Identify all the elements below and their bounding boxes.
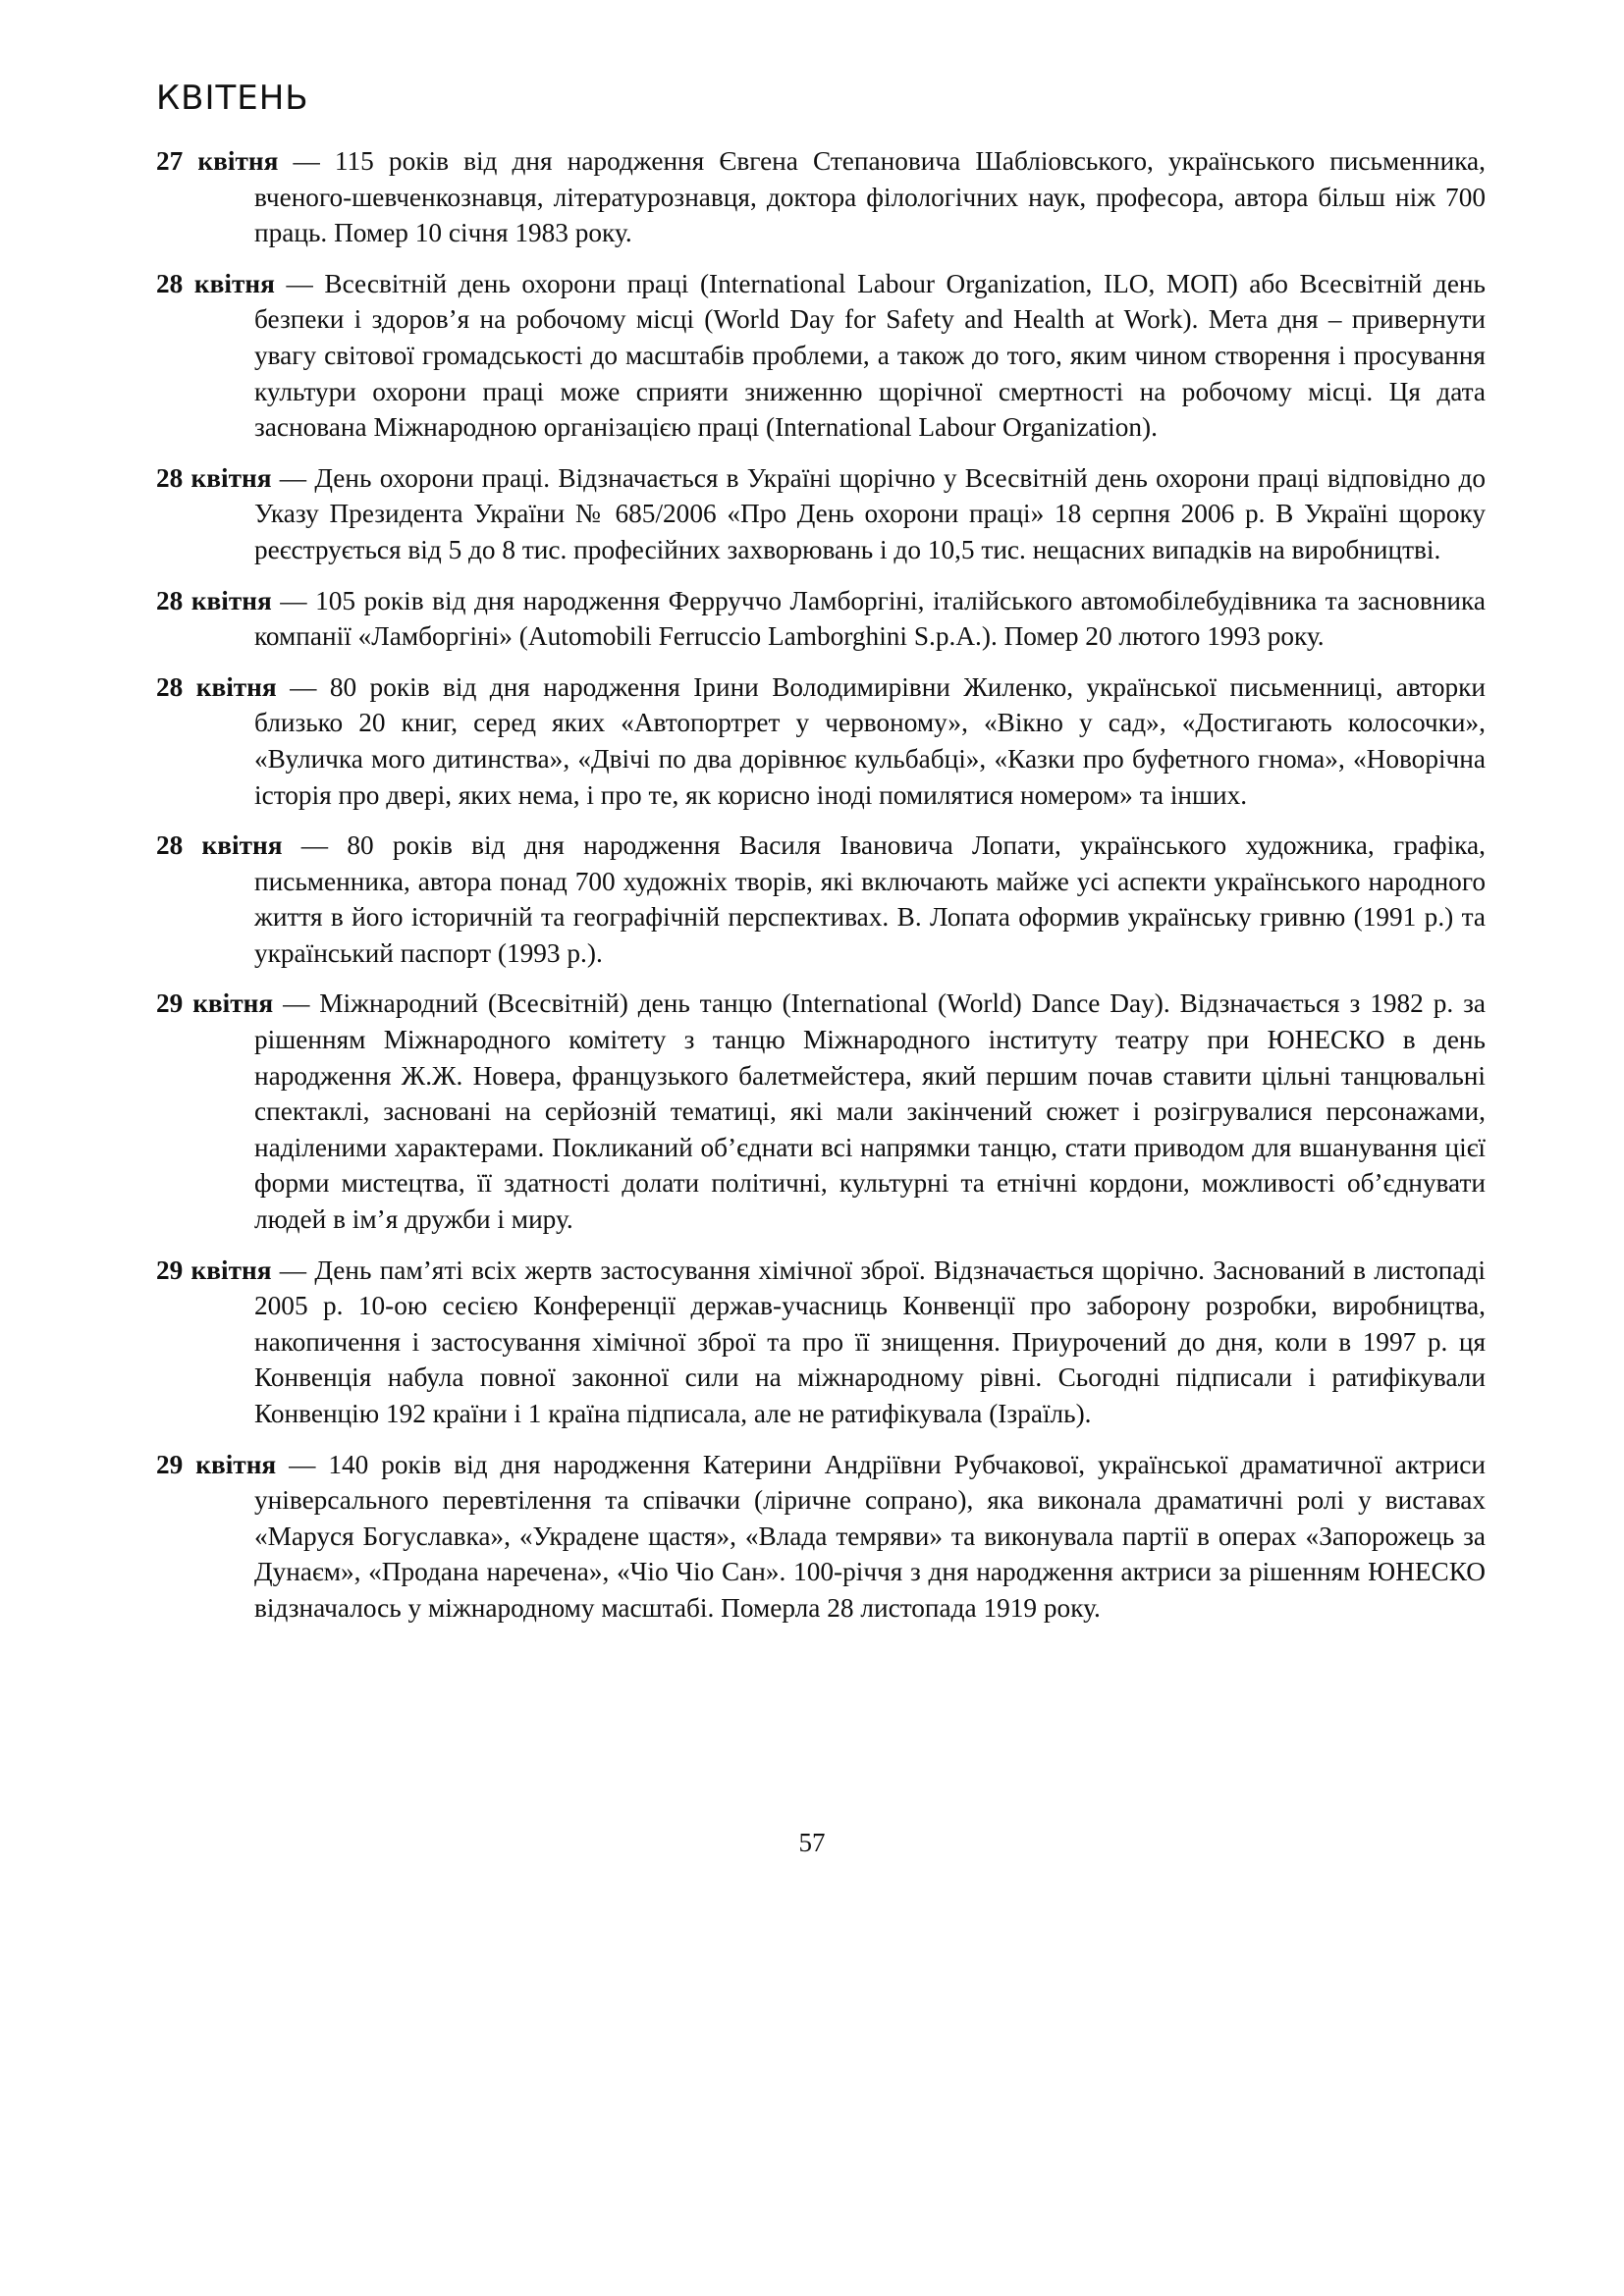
entry-text: — Всесвітній день охорони праці (International Labour Organization, ILO, МОП) або Всесвітній день безпеки і здоров’я на робочому місці (World Day for Safety and Health at Work). Мета дня – привернути увагу світової громадськості до масштабів проблеми, а також до того, яким чином створення і просування культури охорони праці може сприяти зниженню щорічної смертності на робочому місці. Ця дата заснована Міжнародною організацією праці (International Labour Organization).	[254, 268, 1486, 443]
entry-date: 29 квітня	[156, 1255, 272, 1285]
page-content	[156, 79, 1486, 1641]
entry-text: — 80 років від дня народження Василя Івановича Лопати, українського художника, графіка, письменника, автора понад 700 художніх творів, які включають майже усі аспекти українського народного життя в його історичній та географічній перспективах. В. Лопата оформив українську гривню (1991 р.) та український паспорт (1993 р.).	[254, 830, 1486, 968]
entry-text: — День охорони праці. Відзначається в Україні щорічно у Всесвітній день охорони праці відповідно до Указу Президента України № 685/2006 «Про День охорони праці» 18 серпня 2006 р. В Україні щороку реєструється від 5 до 8 тис. професійних захворювань і до 10,5 тис. нещасних випадків на виробництві.	[254, 462, 1486, 564]
calendar-entry	[156, 828, 1486, 971]
calendar-entry	[156, 1447, 1486, 1627]
calendar-entry	[156, 669, 1486, 813]
entry-date: 27 квітня	[156, 146, 279, 176]
entry-date: 28 квітня	[156, 462, 272, 493]
calendar-entries	[156, 143, 1486, 1627]
entry-date: 28 квітня	[156, 585, 272, 615]
calendar-entry	[156, 986, 1486, 1237]
entry-date: 29 квітня	[156, 988, 274, 1019]
calendar-entry	[156, 266, 1486, 446]
calendar-entry	[156, 460, 1486, 568]
entry-text: — 115 років від дня народження Євгена Степановича Шабліовського, українського письменника, вченого-шевченкознавця, літературознавця, доктора філологічних наук, професора, автора більш ніж 700 праць. Помер 10 січня 1983 року.	[254, 146, 1486, 248]
month-heading: КВІТЕНЬ	[156, 79, 309, 118]
entry-date: 28 квітня	[156, 671, 277, 702]
entry-text: — Міжнародний (Всесвітній) день танцю (International (World) Dance Day). Відзначається з 1982 р. за рішенням Міжнародного комітету з танцю Міжнародного інституту театру при ЮНЕСКО в день народження Ж.Ж. Новера, французького балетмейстера, який першим почав ставити цільні танцювальні спектаклі, засновані на серйозній тематиці, які мали закінчений сюжет і розігрувалися персонажами, наділеними характерами. Покликаний об’єднати всі напрямки танцю, стати приводом для вшанування цієї форми мистецтва, її здатності долати політичні, культурні та етнічні кордони, можливості об’єднувати людей в ім’я дружби і миру.	[254, 988, 1486, 1235]
entry-date: 28 квітня	[156, 268, 275, 298]
calendar-entry	[156, 1253, 1486, 1432]
calendar-entry	[156, 143, 1486, 251]
entry-date: 29 квітня	[156, 1449, 277, 1479]
entry-text: — 80 років від дня народження Ірини Володимирівни Жиленко, української письменниці, авторки близько 20 книг, серед яких «Автопортрет у червоному», «Вікно у сад», «Достигають колосочки», «Вуличка мого дитинства», «Двічі по два дорівнює кульбабці», «Казки про буфетного гнома», «Новорічна історія про двері, яких нема, і про те, як корисно іноді помилятися номером» та інших.	[254, 671, 1486, 810]
page-number: 57	[798, 1828, 826, 1857]
calendar-entry	[156, 583, 1486, 655]
entry-text: — День пам’яті всіх жертв застосування хімічної зброї. Відзначається щорічно. Заснований в листопаді 2005 р. 10-ою сесією Конференції держав-учасниць Конвенції про заборону розробки, виробництва, накопичення і застосування хімічної зброї та про її знищення. Приурочений до дня, коли в 1997 р. ця Конвенція набула повної законної сили на міжнародному рівні. Сьогодні підписали і ратифікували Конвенцію 192 країни і 1 країна підписала, але не ратифікувала (Ізраїль).	[254, 1255, 1486, 1428]
entry-date: 28 квітня	[156, 830, 283, 861]
entry-text: — 105 років від дня народження Ферруччо Ламборгіні, італійського автомобілебудівника та засновника компанії «Ламборгіні» (Automobili Ferruccio Lamborghini S.p.A.). Помер 20 лютого 1993 року.	[254, 585, 1486, 652]
entry-text: — 140 років від дня народження Катерини Андріївни Рубчакової, української драматичної актриси універсального перевтілення та співачки (ліричне сопрано), яка виконала драматичні ролі у виставах «Маруся Богуславка», «Украдене щастя», «Влада темряви» та виконувала партії в операх «Запорожець за Дунаєм», «Продана наречена», «Чіо Чіо Сан». 100-річчя з дня народження актриси за рішенням ЮНЕСКО відзначалось у міжнародному масштабі. Померла 28 листопада 1919 року.	[254, 1449, 1486, 1623]
